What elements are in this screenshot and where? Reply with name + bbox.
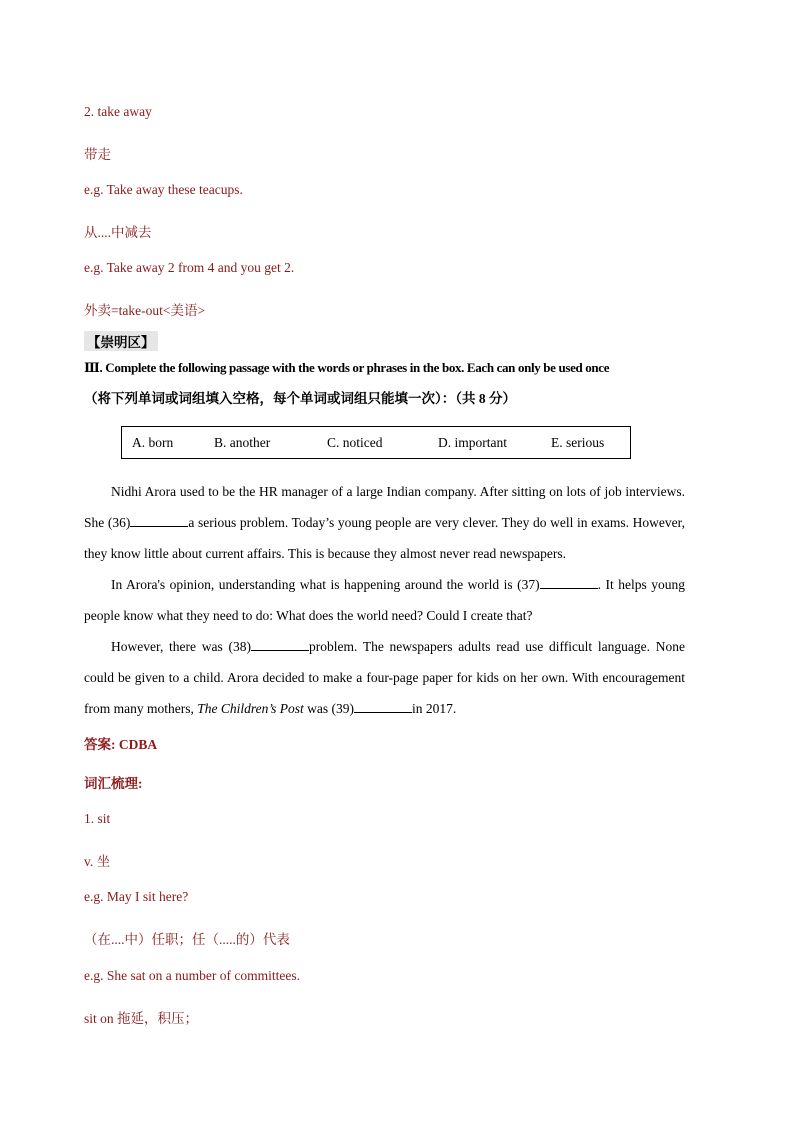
vocab-meaning: 带走 — [84, 147, 111, 162]
example-sentence: e.g. Take away 2 from 4 and you get 2. — [84, 260, 295, 275]
question-heading: Ⅲ. Complete the following passage with the words or phrases in the box. Each can only be used once — [84, 360, 610, 375]
vocab-meaning: v. 坐 — [84, 854, 111, 869]
passage-text: In Arora's opinion, understanding what is happening around the world is (37) — [111, 577, 540, 592]
passage-text: was (39) — [303, 701, 354, 716]
answer-blank-39 — [354, 711, 412, 713]
vocab-heading: 词汇梳理: — [84, 776, 143, 791]
answer-key: 答案: CDBA — [84, 737, 158, 752]
answer-blank-36 — [130, 525, 188, 527]
vocab-phrase: sit on 拖延，积压； — [84, 1011, 199, 1026]
example-sentence: e.g. May I sit here? — [84, 889, 189, 904]
region-tag: 【崇明区】 — [84, 331, 158, 351]
answer-blank-37 — [540, 587, 598, 589]
passage-text: in 2017. — [412, 701, 457, 716]
passage-text: . It helps young people know what they need to do: What does the world need? Could I create that? — [84, 577, 686, 623]
word-option: B. another — [214, 435, 271, 450]
passage-paragraph — [84, 569, 685, 631]
vocab-item-title: 1. sit — [84, 811, 111, 826]
vocab-meaning: 从....中减去 — [84, 225, 152, 240]
word-option: D. important — [438, 435, 507, 450]
vocab-item-title: 2. take away — [84, 104, 152, 119]
passage-text: However, there was (38) — [111, 639, 251, 654]
vocab-meaning: 外卖=take-out<美语> — [84, 303, 206, 318]
answer-blank-38 — [251, 649, 309, 651]
question-instructions: （将下列单词或词组填入空格，每个单词或词组只能填一次）：（共 8 分） — [84, 391, 516, 406]
word-option: C. noticed — [327, 435, 383, 450]
word-option: A. born — [132, 435, 174, 450]
vocab-meaning: （在....中）任职；任（.....的）代表 — [84, 932, 290, 947]
newspaper-title: The Children’s Post — [197, 701, 304, 716]
example-sentence: e.g. Take away these teacups. — [84, 182, 243, 197]
passage-text: problem. The newspapers adults read use difficult language. None could be given to a child. Arora decided to make a four-page paper for kids on her own. With encouragement from many mothers, — [84, 639, 685, 716]
word-box — [121, 426, 631, 459]
passage-paragraph — [84, 631, 685, 724]
word-option: E. serious — [551, 435, 605, 450]
passage-text: a serious problem. Today’s young people are very clever. They do well in exams. However, they know little about current affairs. This is because they almost never read newspapers. — [84, 515, 685, 561]
example-sentence: e.g. She sat on a number of committees. — [84, 968, 300, 983]
passage-text: Nidhi Arora used to be the HR manager of a large Indian company. After sitting on lots of job interviews. She (36) — [84, 484, 685, 530]
passage-paragraph — [84, 476, 685, 569]
passage — [84, 476, 685, 724]
